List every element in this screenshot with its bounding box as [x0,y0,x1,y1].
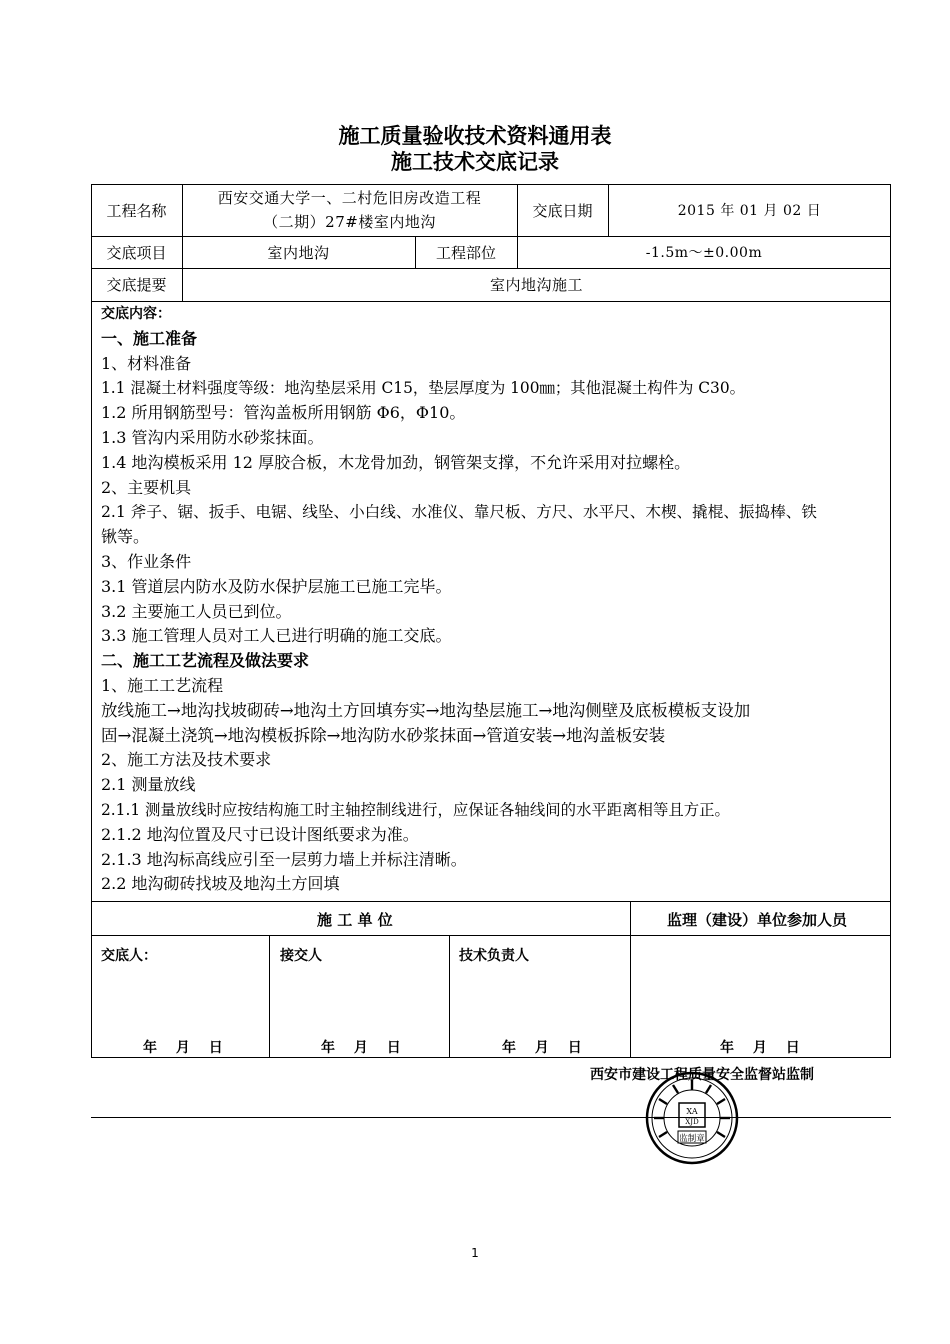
content-line: 锹等。 [101,527,150,547]
content-line: 2、施工方法及技术要求 [101,750,272,770]
supervision-label: 监理（建设）单位参加人员 [667,911,848,929]
content-line: 3、作业条件 [101,551,192,571]
content-line: 2.1.1 测量放线时应按结构施工时主轴控制线进行，应保证各轴线间的水平距离相等且方正。 [101,800,730,819]
content-line: 1.3 管沟内采用防水砂浆抹面。 [101,427,324,447]
summary-value: 室内地沟施工 [489,276,583,294]
project-name-value [182,184,517,236]
section-heading: 二、施工工艺流程及做法要求 [101,651,310,671]
receiver-label: 接交人 [280,948,322,964]
date-label: 交底日期 [532,201,593,220]
document-subtitle: 施工技术交底记录 [391,150,559,174]
content-line: 2、主要机具 [101,477,192,497]
content-line: 2.1.2 地沟位置及尺寸已设计图纸要求为准。 [101,824,419,844]
content-line: 1、材料准备 [101,353,192,373]
issuing-organization: 西安市建设工程质量安全监督站监制 [590,1067,814,1083]
table-rule [630,901,631,1058]
date-value: 2015 年 01 月 02 日 [677,203,822,219]
section-heading: 一、施工准备 [101,328,198,348]
document-title: 施工质量验收技术资料通用表 [338,124,612,148]
summary-label: 交底提要 [106,276,167,294]
official-seal-icon [645,1071,739,1165]
content-line: 1.4 地沟模板采用 12 厚胶合板，木龙骨加劲，钢管架支撑，不允许采用对拉螺栓。 [101,452,691,472]
supervision-date: 年 月 日 [720,1040,800,1056]
table-rule [91,935,891,936]
content-line: 固→混凝土浇筑→地沟模板拆除→地沟防水砂浆抹面→管道安装→地沟盖板安装 [101,725,666,745]
content-line: 1.1 混凝土材料强度等级：地沟垫层采用 C15，垫层厚度为 100㎜；其他混凝土构件为 C30。 [101,379,746,398]
content-line: 3.2 主要施工人员已到位。 [101,601,292,621]
page-number: 1 [471,1246,479,1260]
tech-lead-date: 年 月 日 [502,1040,582,1056]
content-line: 1、施工工艺流程 [101,675,224,695]
footer-divider [91,1117,891,1118]
construction-unit-label: 施 工 单 位 [317,911,393,929]
location-value: -1.5m～±0.00m [645,245,763,261]
disclosure-content [101,302,891,897]
seal-center-text: XA [686,1107,698,1116]
svg-text:XJD: XJD [685,1118,699,1126]
content-heading: 交底内容： [101,306,171,322]
receiver-date: 年 月 日 [321,1040,401,1056]
svg-text:监制章: 监制章 [679,1134,705,1144]
content-line: 2.1.3 地沟标高线应引至一层剪力墙上并标注清晰。 [101,849,467,869]
content-line: 1.2 所用钢筋型号：管沟盖板所用钢筋 Φ6，Φ10。 [101,403,466,423]
table-rule [269,935,270,1058]
content-line: 2.1 斧子、锯、扳手、电锯、线坠、小白线、水准仪、靠尺板、方尺、水平尺、木楔、撬棍、振捣棒、铁 [101,503,817,522]
content-line: 2.1 测量放线 [101,775,196,795]
item-value: 室内地沟 [267,243,330,262]
presenter-label: 交底人： [101,948,157,964]
table-rule [91,901,891,902]
content-line: 3.1 管道层内防水及防水保护层施工已施工完毕。 [101,576,452,596]
tech-lead-label: 技术负责人 [459,948,529,964]
content-line: 2.2 地沟砌砖找坡及地沟土方回填 [101,874,340,894]
project-name-label: 工程名称 [106,201,167,220]
project-name-line2: （二期）27#楼室内地沟 [263,213,436,231]
presenter-date: 年 月 日 [143,1040,223,1056]
location-label: 工程部位 [435,243,496,262]
content-line: 3.3 施工管理人员对工人已进行明确的施工交底。 [101,626,452,646]
item-label: 交底项目 [106,243,167,262]
table-rule [449,935,450,1058]
project-name-line1: 西安交通大学一、二村危旧房改造工程 [217,189,482,207]
content-line: 放线施工→地沟找坡砌砖→地沟土方回填夯实→地沟垫层施工→地沟侧壁及底板模板支设加 [101,700,751,720]
